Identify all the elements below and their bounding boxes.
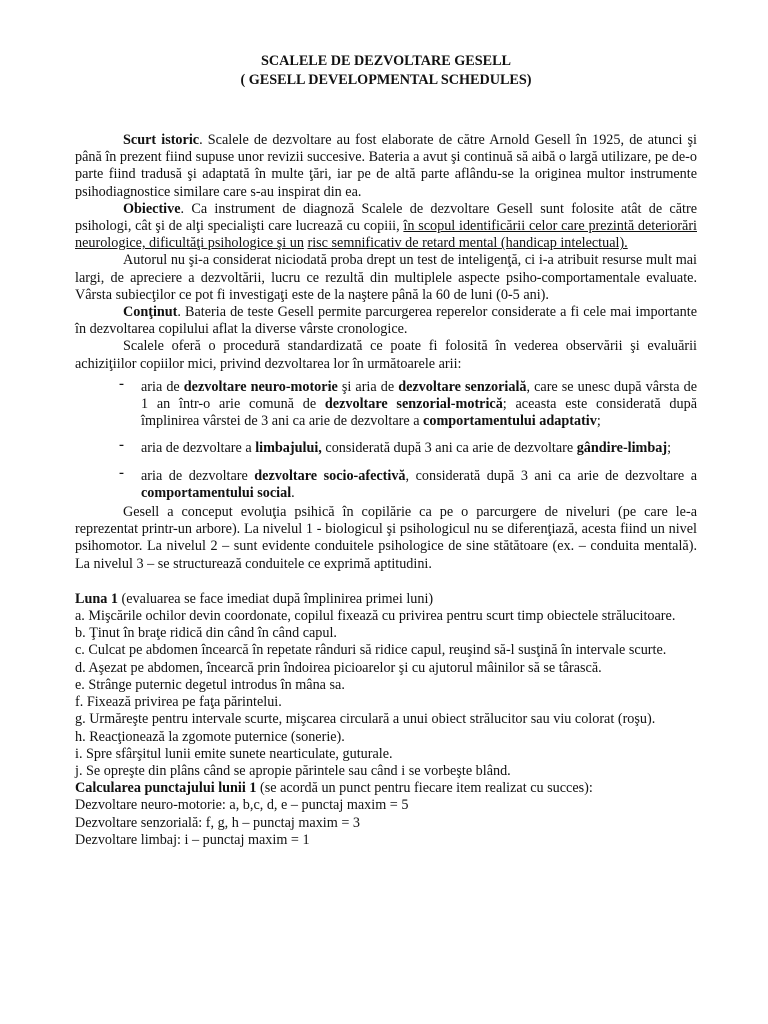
paragraph-scales: Scalele oferă o procedură standardizată ce poate fi folosită în vederea observării şi evaluării achiziţiilor copiilor mici, privind dezvoltarea lor în următoarele arii:	[75, 338, 697, 372]
score-line: Dezvoltare senzorială: f, g, h – punctaj maxim = 3	[75, 814, 360, 831]
areas-list	[75, 375, 697, 502]
score-line: Dezvoltare limbaj: i – punctaj maxim = 1	[75, 831, 310, 848]
label-history: Scurt istoric	[123, 132, 200, 148]
document-subtitle: ( GESELL DEVELOPMENTAL SCHEDULES)	[240, 72, 532, 88]
list-item: d. Aşezat pe abdomen, încearcă prin îndoirea picioarelor şi cu ajutorul mâinilor să se târască.	[75, 659, 602, 676]
list-item: g. Urmăreşte pentru intervale scurte, mişcarea circulară a unui obiect strălucitor sau viu colorat (roşu).	[75, 711, 656, 728]
list-item: - aria de dezvoltare a limbajului, considerată după 3 ani ca arie de dezvoltare gândire-limbaj;	[119, 437, 672, 457]
label-content: Conţinut	[123, 304, 178, 321]
list-item: f. Fixează privirea pe faţa părintelui.	[75, 694, 282, 711]
score-line: Dezvoltare neuro-motorie: a, b,c, d, e – punctaj maxim = 5	[75, 797, 409, 814]
month-1-items	[75, 608, 697, 780]
list-item: h. Reacţionează la zgomote puternice (sonerie).	[75, 728, 345, 745]
list-item: b. Ţinut în braţe ridică din când în când capul.	[75, 625, 337, 642]
paragraph-author: Autorul nu şi-a considerat niciodată proba drept un test de inteligenţă, ci i-a atribuit resurse mult mai largi, de apreciere a dezvoltării, lucru ce rezultă din multiplele aspecte psiho-comportamentale evaluate. Vârsta subiecţilor ce pot fi investigaţi este de la naştere până la 60 de luni (0-5 ani).	[75, 252, 697, 303]
document-title: SCALELE DE DEZVOLTARE GESELL	[260, 53, 512, 69]
list-item: - aria de dezvoltare neuro-motorie şi aria de dezvoltare senzorială, care se unesc după vârsta de 1 an într-o arie comună de dezvoltare senzorial-motrică; aceasta este considerată după împlinirea vârstei de 3 ani ca arie de dezvoltare a comportamentului adaptativ;	[119, 375, 697, 430]
paragraph-levels: Gesell a conceput evoluţia psihică în copilărie ca pe o parcurgere de niveluri (pe care le-a reprezentat printr-un arbore). La nivelul 1 - biologicul şi psihologicul nu se diferenţiază, acesta fiind un nivel psihomotor. La nivelul 2 – sunt evidente conduitele psihologice de sine stătătoare (ex. – conduita mentală). La nivelul 3 – se structurează conduitele ce exprimă aptitudini.	[75, 504, 697, 572]
list-item: c. Culcat pe abdomen încearcă în repetate rânduri să ridice capul, reuşind să-l susţină în intervale scurte.	[75, 642, 667, 659]
paragraph-objectives: Obiective. Ca instrument de diagnoză Scalele de dezvoltare Gesell sunt folosite atât de către psihologi, cât şi de alţi specialişti care lucrează cu copiii, în scopul identificării celor care prezintă deteriorări neurologice, dificultăţi psihologice şi un risc semnificativ de retard mental (handicap intelectual).	[75, 200, 697, 252]
paragraph-history: Scurt istoric. Scalele de dezvoltare au fost elaborate de către Arnold Gesell în 1925, de atunci şi până în prezent fiind supuse unor revizii succesive. Bateria a avut şi continuă să aibă o largă utilizare, pe de-o parte fiind tradusă şi adaptată în multe ţări, iar pe de altă parte aflându-se la originea multor instrumente psihodiagnostice similare care s-au inspirat din ea.	[75, 132, 698, 200]
list-item: i. Spre sfârşitul lunii emite sunete nearticulate, guturale.	[75, 745, 393, 762]
list-item: j. Se opreşte din plâns când se apropie părintele sau când i se vorbeşte blând.	[75, 762, 511, 779]
paragraph-content: Conţinut. Bateria de teste Gesell permite parcurgerea reperelor considerate a fi cele mai importante în dezvoltarea copilului aflat la diverse vârste cronologice.	[75, 304, 697, 338]
list-item: - aria de dezvoltare dezvoltare socio-afectivă, considerată după 3 ani ca arie de dezvoltare a comportamentului social.	[119, 464, 697, 501]
label-objectives: Obiective	[123, 200, 181, 217]
month-1-heading: Luna 1 (evaluarea se face imediat după împlinirea primei luni)	[75, 590, 434, 607]
list-item: a. Mişcările ochilor devin coordonate, copilul fixează cu privirea pentru scurt timp obiectele strălucitoare.	[75, 608, 676, 625]
list-item: e. Strânge puternic degetul introdus în mâna sa.	[75, 676, 345, 693]
score-heading: Calcularea punctajului lunii 1 (se acordă un punct pentru fiecare item realizat cu succes):	[75, 780, 593, 797]
